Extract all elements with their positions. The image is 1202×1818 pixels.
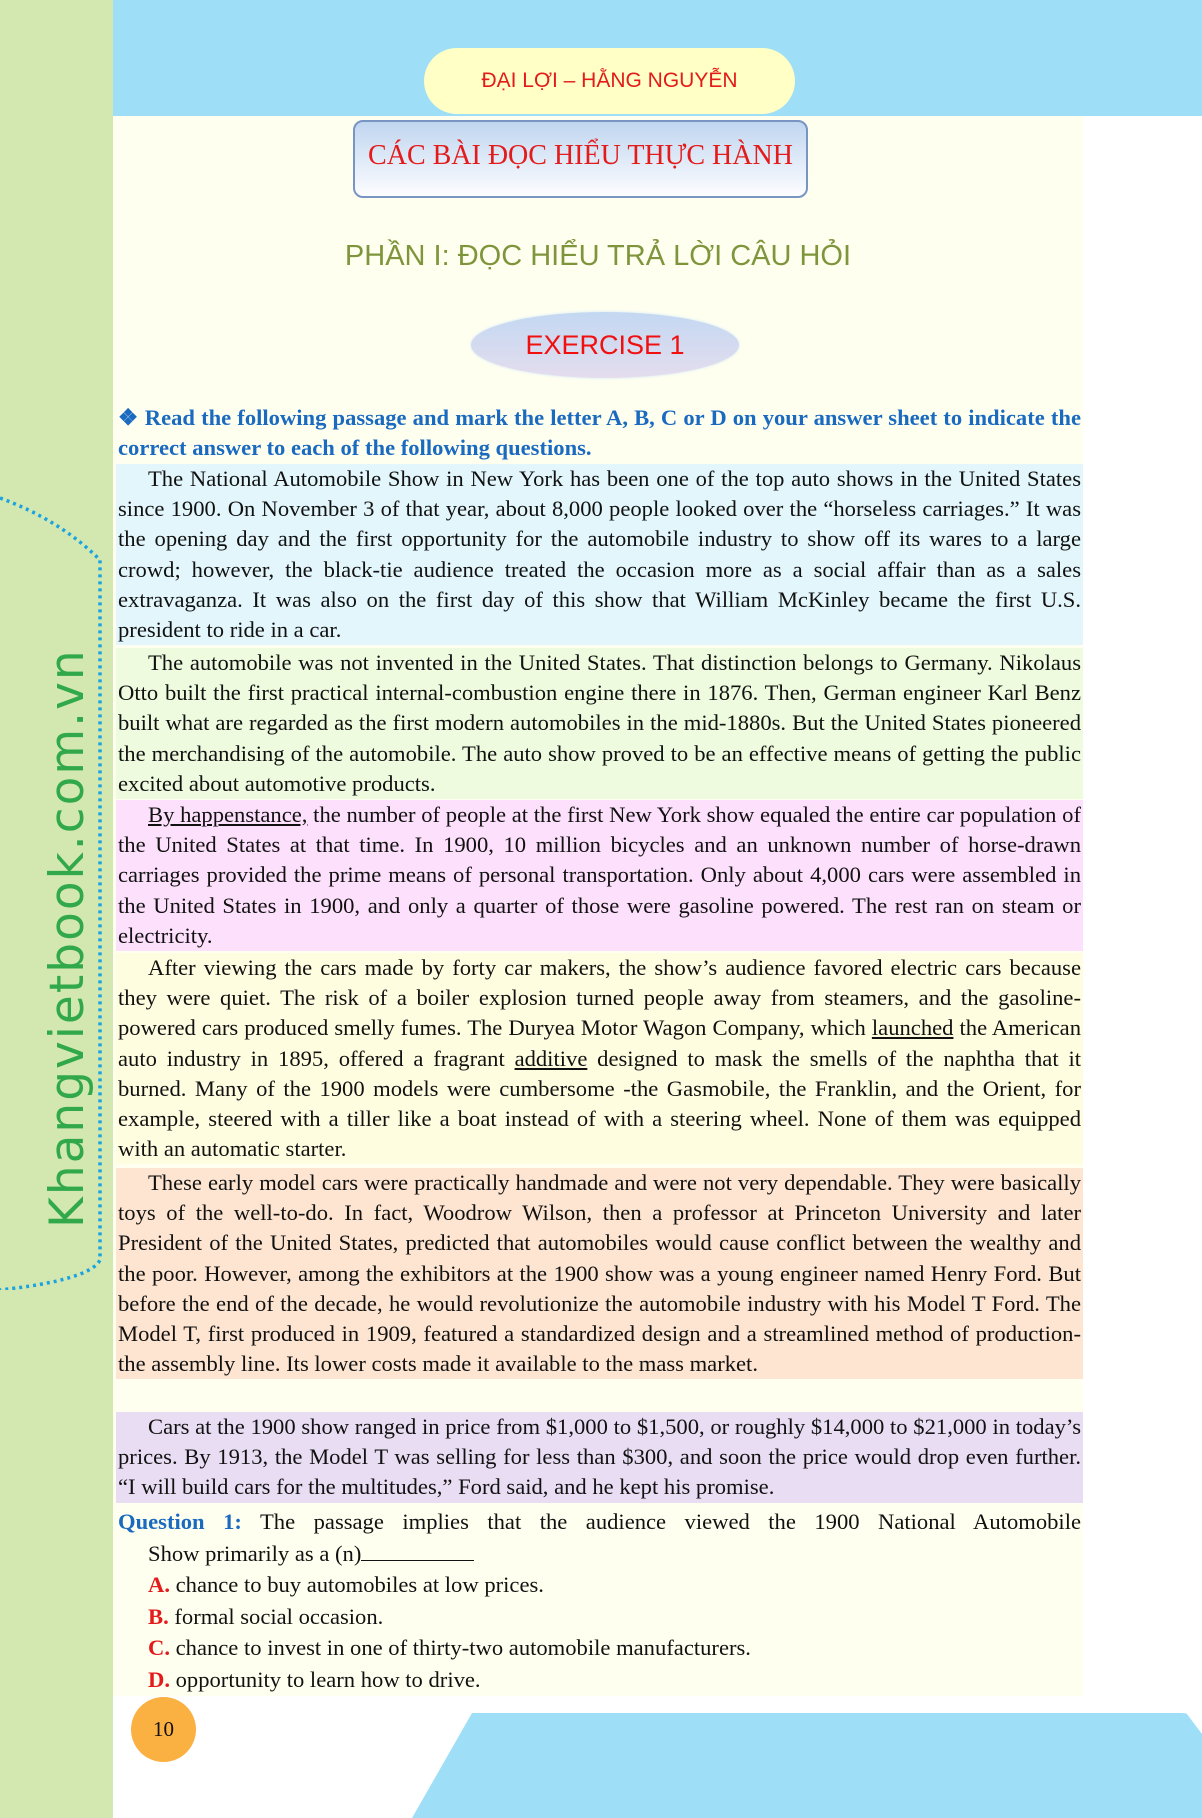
option-text: opportunity to learn how to drive. [169,1666,481,1692]
option-d [118,1664,1081,1696]
footer-decoration [412,1713,1202,1818]
option-letter: D. [148,1666,170,1692]
option-b [118,1601,1081,1633]
instruction: ❖ Read the following passage and mark the letter A, B, C or D on your answer sheet to indicate the correct answer to each of the following questions. [118,405,1081,461]
paragraph-text: the American auto industry in 1895, offered a fragrant [118,1015,1081,1071]
page-number: 10 [131,1697,196,1762]
question-label: Question 1: [118,1509,242,1534]
option-text: chance to invest in one of thirty-two automobile manufacturers. [169,1635,751,1660]
underlined-phrase: By happenstance, [148,802,308,827]
passage-paragraph-3 [116,800,1083,951]
watermark: Khangvietbook.com.vn [40,648,95,1228]
paragraph-text: the number of people at the first New York show equaled the entire car population of the United States at that time. In 1900, 10 million bicycles and an unknown number of horse-drawn carriages provided the prime means of personal transportation. Only about 4,000 cars were assembled in the United States in 1900, and only a quarter of those were gasoline powered. The rest ran on steam or electricity. [118,802,1081,948]
author-label: ĐẠI LỢI – HẰNG NGUYỄN [424,48,795,114]
paragraph-text: After viewing the cars made by forty car makers, the show’s audience favored electric cars because they were quiet. The risk of a boiler explosion turned people away from steamers, and the gasoline- powered cars produced smelly fumes. The Duryea Motor Wagon Company, which [118,955,1081,1041]
passage-paragraph-2: The automobile was not invented in the United States. That distinction belongs to Germany. Nikolaus Otto built the first practical internal-combustion engine there in 1876. Then, German engineer Karl Benz built what are regarded as the first modern automobiles in the mid-1880s. But the United States pioneered the merchandising of the automobile. The auto show proved to be an effective means of getting the public excited about automotive products. [116,648,1083,799]
book-title [353,120,808,198]
option-a [118,1569,1081,1601]
passage-paragraph-1: The National Automobile Show in New York has been one of the top auto shows in the United States since 1900. On November 3 of that year, about 8,000 people looked over the “horseless carriages.” It was the opening day and the first opportunity for the automobile industry to show off its wares to a large crowd; however, the black-tie audience treated the occasion more as a social affair than as a sales extravaganza. It was also on the first day of this show that William McKinley became the first U.S. president to ride in a car. [116,464,1083,645]
option-letter: B. [148,1603,169,1629]
option-text: chance to buy automobiles at low prices. [169,1572,544,1597]
passage-paragraph-4 [116,953,1083,1164]
underlined-word: launched [871,1015,954,1041]
question-stem-text: Show primarily as a (n) [148,1540,362,1566]
option-letter: A. [148,1572,170,1597]
question-stem [118,1506,1081,1538]
passage-paragraph-6: Cars at the 1900 show ranged in price from $1,000 to $1,500, or roughly $14,000 to $21,000 in today’s prices. By 1913, the Model T was selling for less than $300, and soon the price would drop even further. “I will build cars for the multitudes,” Ford said, and he kept his promise. [116,1412,1083,1503]
question-1 [118,1506,1081,1695]
option-letter: C. [148,1635,170,1660]
exercise-title: EXERCISE 1 [471,312,739,378]
paragraph-text: designed to mask the smells of the naphtha that it burned. Many of the 1900 models were cumbersome -the Gasmobile, the Franklin, and the Orient, for example, steered with a tiller like a boat instead of with a steering wheel. None of them was equipped with an automatic starter. [118,1045,1081,1162]
underlined-word: additive [514,1045,588,1071]
answer-blank [361,1540,474,1561]
question-stem-text: The passage implies that the audience viewed the 1900 National Automobile [241,1509,1081,1534]
book-title-text: CÁC BÀI ĐỌC HIỂU THỰC HÀNH [368,140,793,171]
option-text: formal social occasion. [168,1603,384,1629]
option-c [118,1632,1081,1664]
part-heading: PHẦN I: ĐỌC HIỂU TRẢ LỜI CÂU HỎI [344,240,852,272]
passage-paragraph-5: These early model cars were practically handmade and were not very dependable. They were basically toys of the well-to-do. In fact, Woodrow Wilson, then a professor at Princeton University and later President of the United States, predicted that automobiles would cause conflict between the wealthy and the poor. However, among the exhibitors at the 1900 show was a young engineer named Henry Ford. But before the end of the decade, he would revolutionize the automobile industry with his Model T Ford. The Model T, first produced in 1909, featured a standardized design and a streamlined method of production-the assembly line. Its lower costs made it available to the mass market. [116,1168,1083,1379]
question-stem-continued [118,1538,1081,1570]
